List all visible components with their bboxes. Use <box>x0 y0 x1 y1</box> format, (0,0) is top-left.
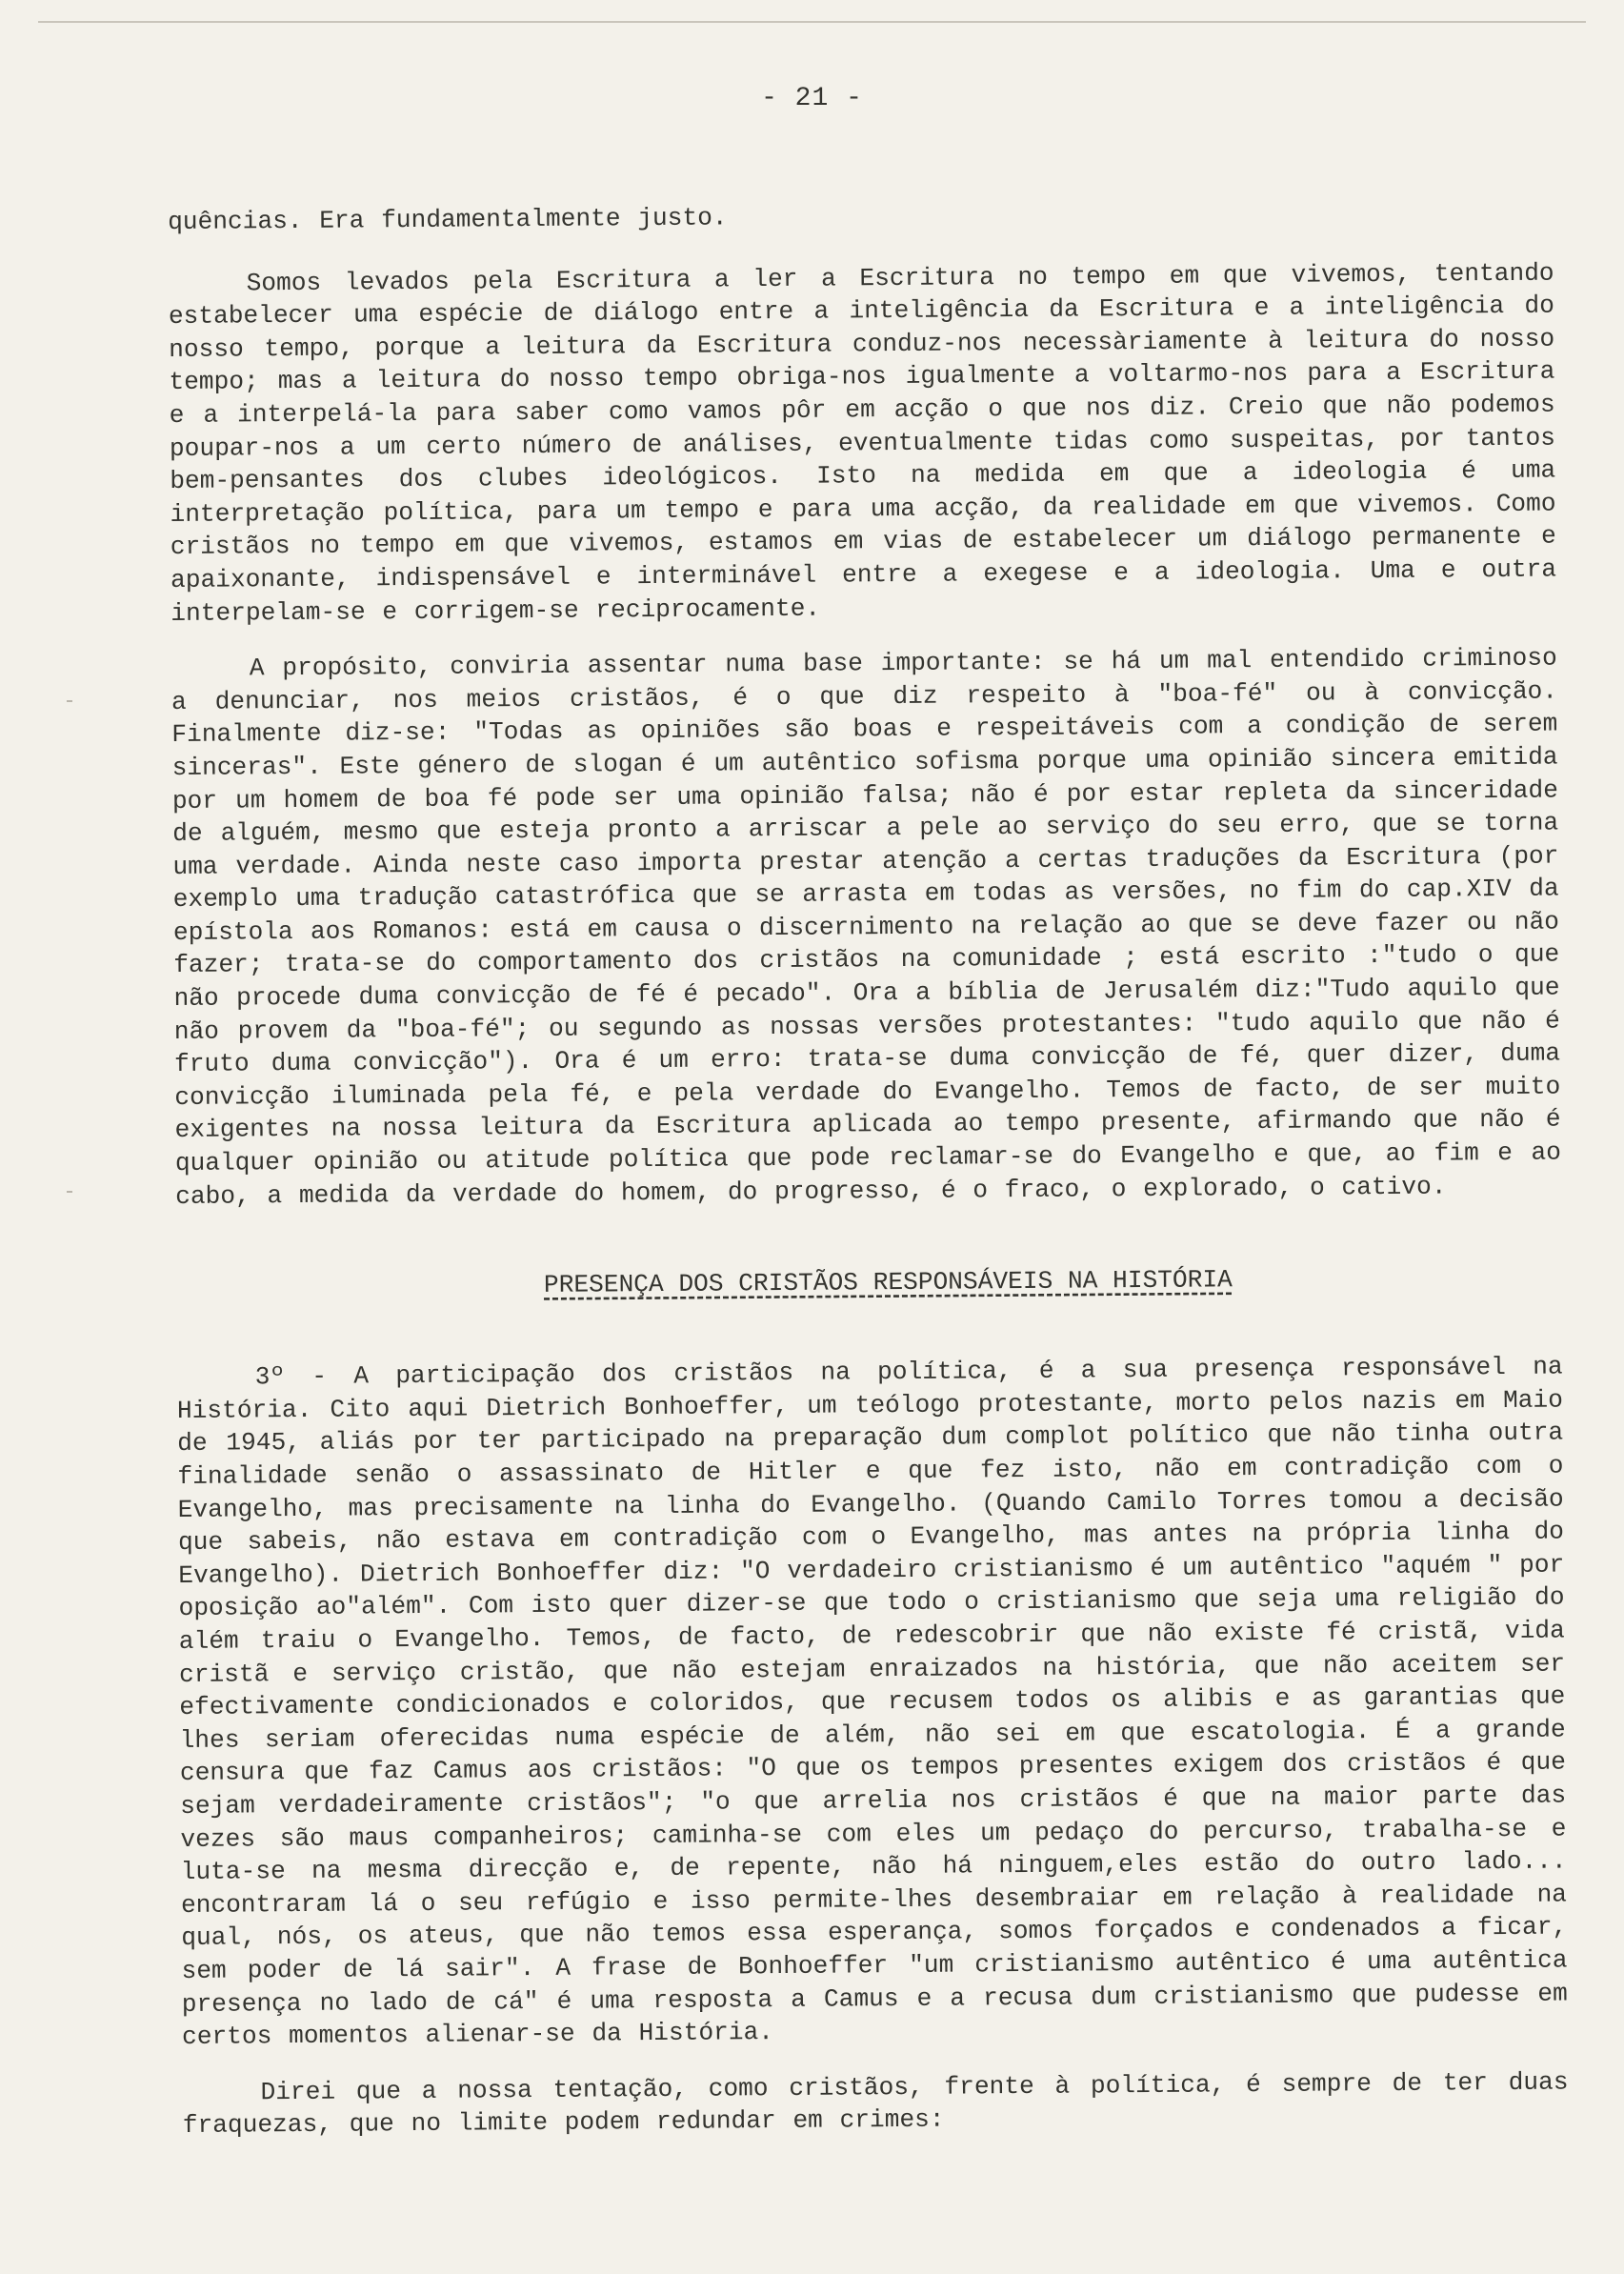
paragraph-temptation: Direi que a nossa tentação, como cristãos, frente à política, é sempre de ter duas fraquezas, que no limite podem redundar em crimes: <box>182 2067 1569 2141</box>
document-body <box>168 195 1569 2165</box>
paragraph-good-faith: A propósito, conviria assentar numa base importante: se há um mal entendido criminoso a denunciar, nos meios cristãos, é o que diz respeito à "boa-fé" ou à convicção. Finalmente diz-se: "Todas as opiniões são boas e respeitáveis com a condição de serem sinceras". Este género de slogan é um autêntico sofisma porque uma opinião sincera emitida por um homem de boa fé pode ser uma opinião falsa; não é por estar repleta da sinceridade de alguém, mesmo que esteja pronto a arriscar a pele ao serviço do seu erro, que se torna uma verdade. Ainda neste caso importa prestar atenção a certas traduções da Escritura (por exemplo uma tradução catastrófica que se arrasta em todas as versões, no fim do cap.XIV da epístola aos Romanos: está em causa o discernimento na relação ao que se deve fazer ou não fazer; trata-se do comportamento dos cristãos na comunidade ; está escrito :"tudo o que não procede duma convicção de fé é pecado". Ora a bíblia de Jerusalém diz:"Tudo aquilo que não provem da "boa-fé"; ou segundo as nossas versões protestantes: "tudo aquilo que não é fruto duma convicção"). Ora é um erro: trata-se duma convicção de fé, quer dizer, duma convicção iluminada pela fé, e pela verdade do Evangelho. Temos de facto, de ser muito exigentes na nossa leitura da Escritura aplicada ao tempo presente, afirmando que não é qualquer opinião ou atitude política que pode reclamar-se do Evangelho e que, ao fim e ao cabo, a medida da verdade do homem, do progresso, é o fraco, o explorado, o cativo. <box>170 643 1561 1211</box>
page-number: - 21 - <box>761 84 863 113</box>
paragraph-bonhoeffer: 3º - A participação dos cristãos na política, é a sua presença responsável na História. Cito aqui Dietrich Bonhoeffer, um teólogo protestante, morto pelos nazis em Maio de 1945, aliás por ter participado na preparação dum complot político que não tinha outra finalidade senão o assassinato de Hitler e que fez isto, não em contradição com o Evangelho, mas precisamente na linha do Evangelho. (Quando Camilo Torres tomou a decisão que sabeis, não estava em contradição com o Evangelho, mas antes na própria linha do Evangelho). Dietrich Bonhoeffer diz: "O verdadeiro cristianismo é um autêntico "aquém " por oposição ao"além". Com isto quer dizer-se que todo o cristianismo que seja uma religião do além traiu o Evangelho. Temos, de facto, de redescobrir que não existe fé cristã, vida cristã e serviço cristão, que não estejam enraizados na história, que não aceitem ser efectivamente condicionados e coloridos, que recusem todos os alibis e as garantias que lhes seriam oferecidas numa espécie de além, não sei em que escatologia. É a grande censura que faz Camus aos cristãos: "O que os tempos presentes exigem dos cristãos é que sejam verdadeiramente cristãos"; "o que arrelia nos cristãos é que na maior parte das vezes são maus companheiros; caminha-se com eles um pedaço do percurso, trabalha-se e luta-se na mesma direcção e, de repente, não há ninguem,eles estão do outro lado... encontraram lá o seu refúgio e isso permite-lhes desembraiar em relação à realidade na qual, nós, os ateus, que não temos essa esperança, somos forçados e condenados a ficar, sem poder de lá sair". A frase de Bonhoeffer "um cristianismo autêntico é uma autêntica presença no lado de cá" é uma resposta a Camus e a recusa dum cristianismo que pudesse em certos momentos alienar-se da História. <box>176 1352 1568 2052</box>
paragraph-scripture-reading: Somos levados pela Escritura a ler a Escritura no tempo em que vivemos, tentando estabelecer uma espécie de diálogo entre a inteligência da Escritura e a inteligência do nosso tempo, porque a leitura da Escritura conduz-nos necessàriamente à leitura do nosso tempo; mas a leitura do nosso tempo obriga-nos igualmente a voltarmo-nos para a Escritura e a interpelá-la para saber como vamos pôr em acção o que nos diz. Creio que não podemos poupar-nos a um certo número de análises, eventualmente tidas como suspeitas, por tantos bem-pensantes dos clubes ideológicos. Isto na medida em que a ideologia é uma interpretação política, para um tempo e para uma acção, da realidade em que vivemos. Como cristãos no tempo em que vivemos, estamos em vias de estabelecer um diálogo permanente e apaixonante, indispensável e interminável entre a exegese e a ideologia. Uma e outra interpelam-se e corrigem-se reciprocamente. <box>168 258 1557 628</box>
paragraph-continuation: quências. Era fundamentalmente justo. <box>168 203 728 236</box>
page-top-edge <box>38 21 1586 23</box>
margin-mark <box>67 700 72 702</box>
margin-mark <box>67 1191 72 1193</box>
section-heading: PRESENÇA DOS CRISTÃOS RESPONSÁVEIS NA HISTÓRIA <box>543 1265 1233 1300</box>
